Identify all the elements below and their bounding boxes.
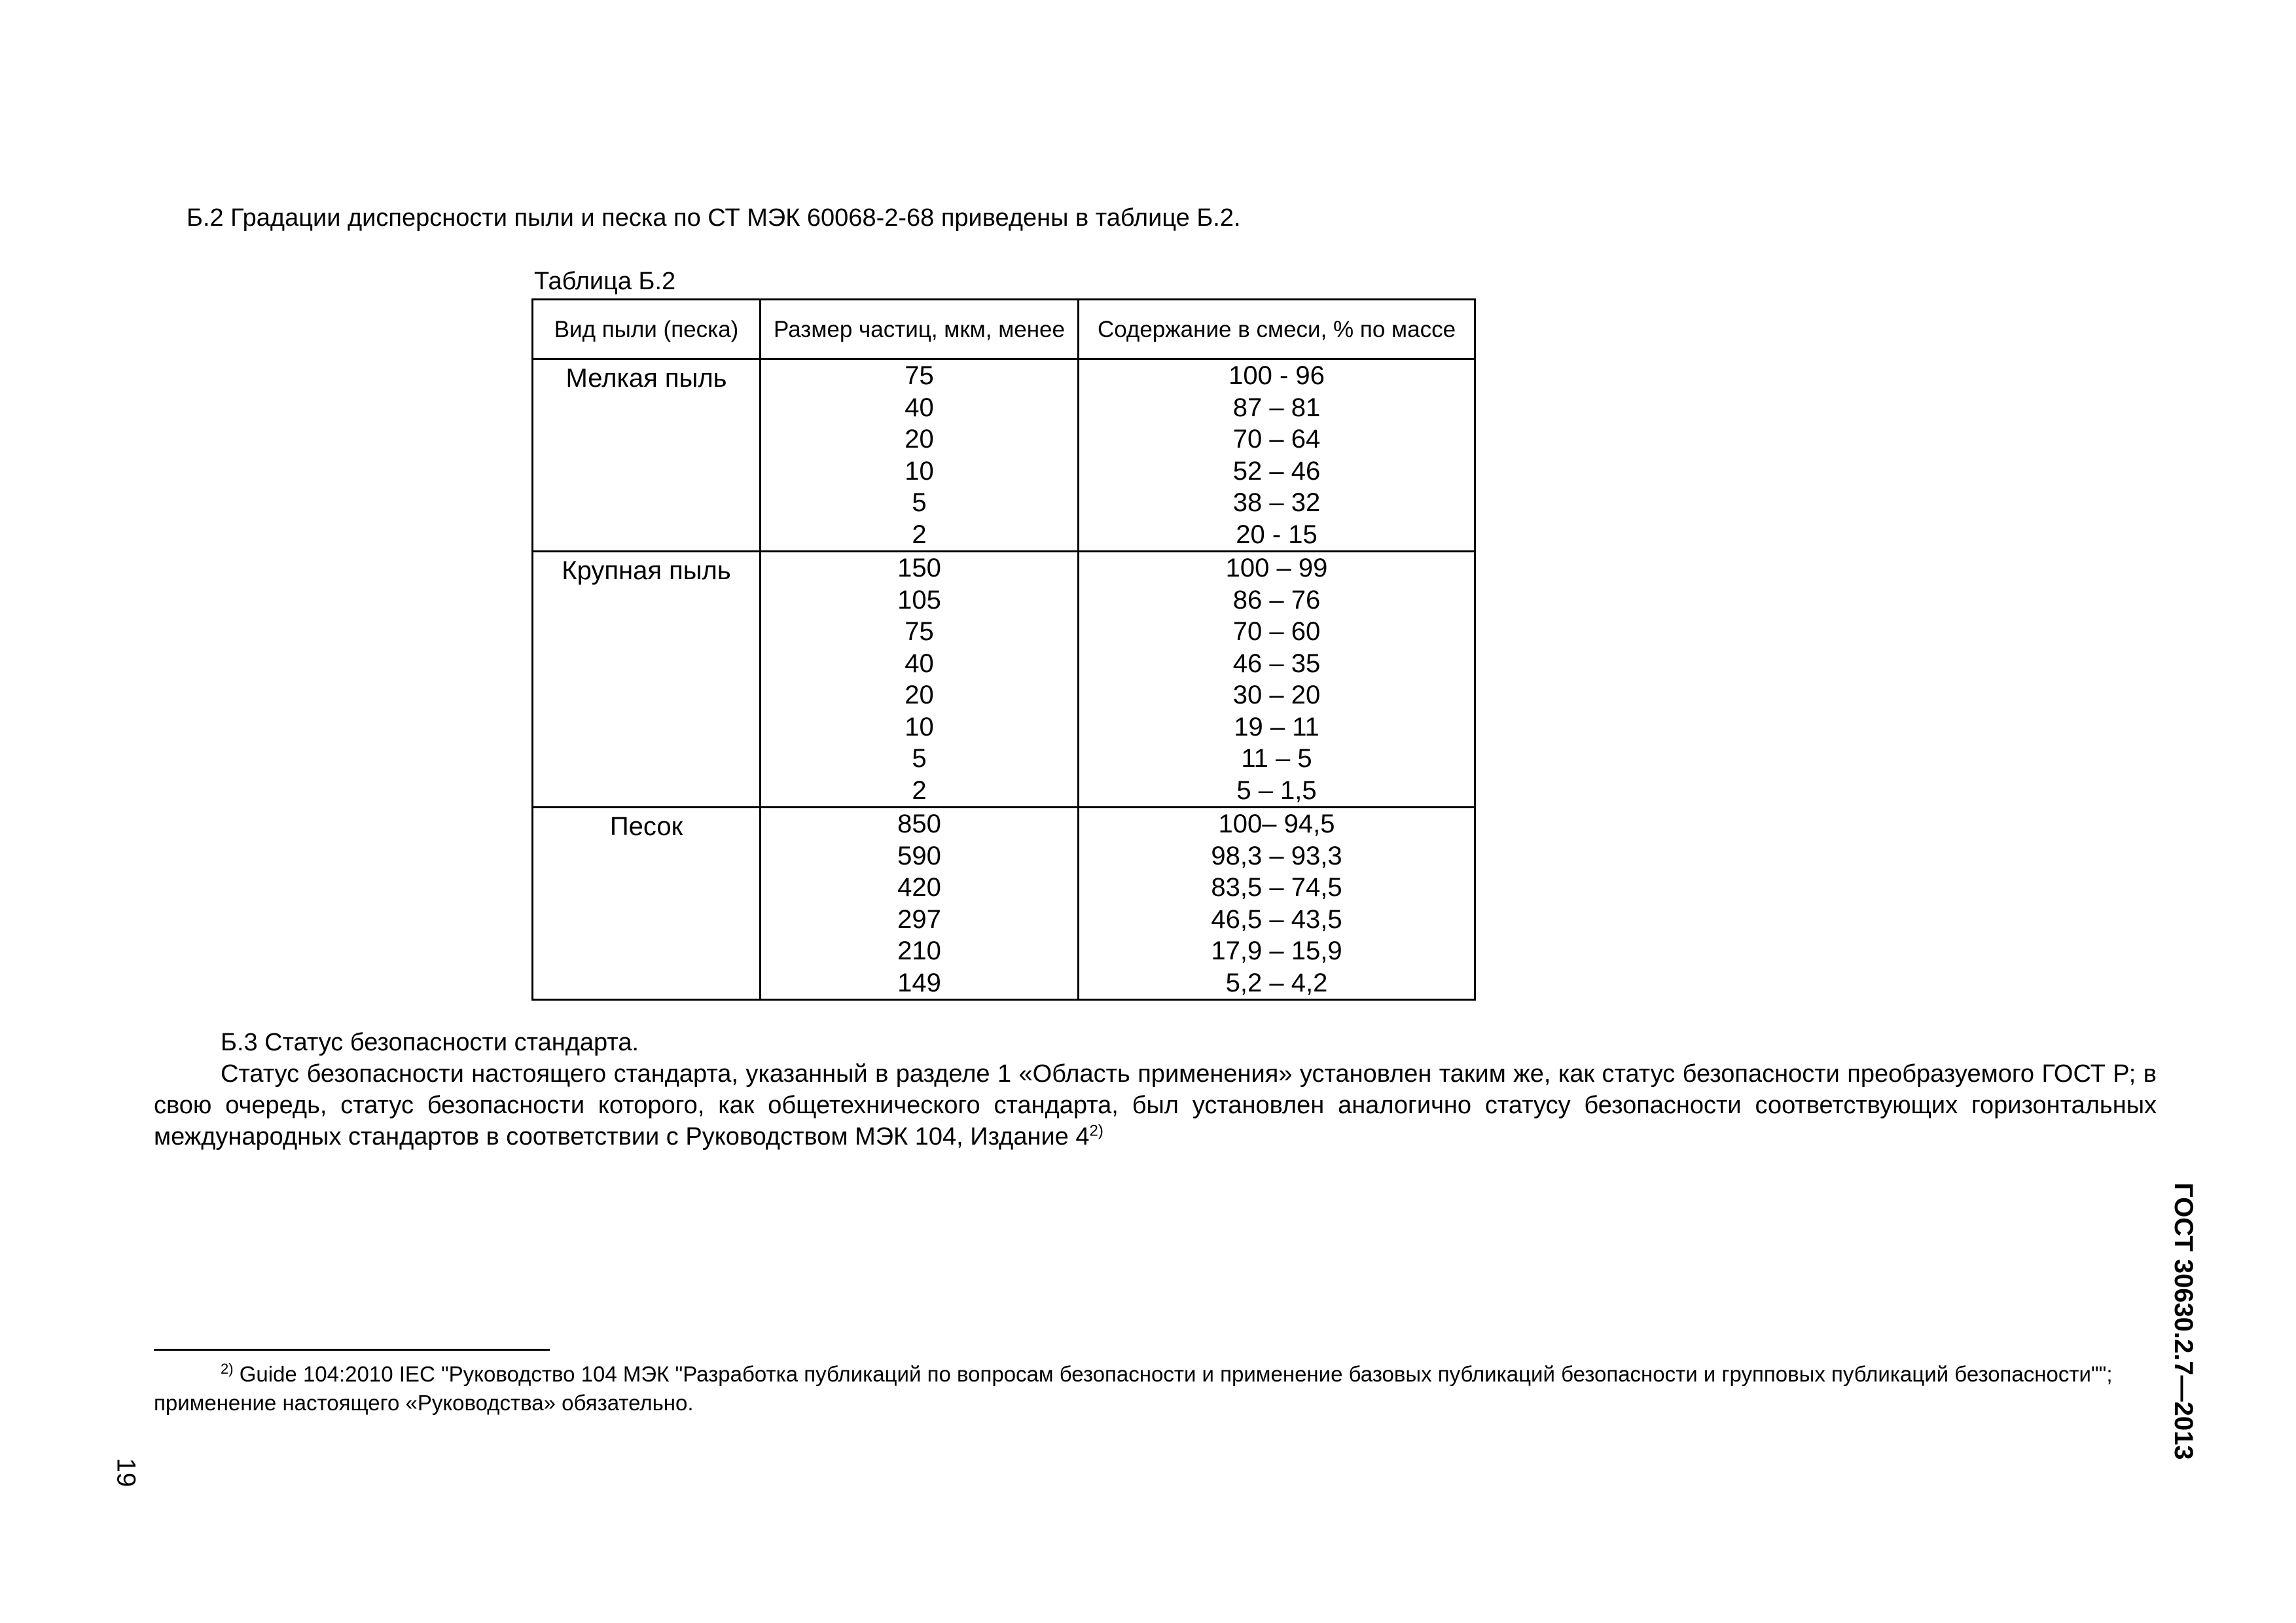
content-value: 20 - 15 xyxy=(1236,520,1318,549)
content-value: 38 – 32 xyxy=(1232,488,1321,517)
size-value: 2 xyxy=(912,776,927,805)
size-value: 5 xyxy=(912,488,927,517)
table-row xyxy=(533,359,1475,552)
size-value: 297 xyxy=(897,904,941,934)
footnote-marker: 2) xyxy=(221,1361,234,1377)
footnote xyxy=(154,1360,2117,1418)
table-header-row xyxy=(533,300,1475,359)
standard-designation: ГОСТ 30630.2.7—2013 xyxy=(2169,1183,2198,1460)
table-caption: Таблица Б.2 xyxy=(534,268,676,295)
content-value: 46 – 35 xyxy=(1232,649,1321,678)
size-value: 850 xyxy=(897,810,941,838)
size-value: 210 xyxy=(897,936,941,965)
size-value: 590 xyxy=(897,841,941,870)
section-b3-paragraph xyxy=(154,1058,2157,1152)
content-value: 11 – 5 xyxy=(1241,744,1312,773)
table-row xyxy=(533,808,1475,1000)
content-value: 86 – 76 xyxy=(1232,585,1321,615)
size-cell xyxy=(761,552,1079,808)
size-value: 105 xyxy=(897,585,941,615)
content-value: 5 – 1,5 xyxy=(1236,776,1317,805)
dust-kind-cell: Песок xyxy=(533,808,761,1000)
size-value: 150 xyxy=(897,554,941,582)
content-cell xyxy=(1079,808,1475,1000)
section-b2-text: Б.2 Градации дисперсности пыли и песка по СТ МЭК 60068-2-68 приведены в таблице Б.2. xyxy=(187,204,1241,232)
dust-kind-cell: Мелкая пыль xyxy=(533,359,761,552)
size-value: 20 xyxy=(905,681,934,709)
content-value: 100 – 99 xyxy=(1225,554,1328,582)
content-value: 83,5 – 74,5 xyxy=(1211,873,1342,902)
size-value: 149 xyxy=(897,968,941,997)
page-number: 19 xyxy=(111,1457,141,1488)
footnote-text: Guide 104:2010 IEC "Руководство 104 МЭК "Разработка публикаций по вопросам безопасности и применение базовых публикаций безопасности и групповых публикаций безопасности""; применение настоящего «Руководства» обязательно. xyxy=(154,1362,2113,1415)
content-cell xyxy=(1079,359,1475,552)
content-value: 98,3 – 93,3 xyxy=(1211,841,1342,870)
size-cell xyxy=(761,808,1079,1000)
footnote-reference[interactable]: 2) xyxy=(1089,1122,1103,1140)
content-cell xyxy=(1079,552,1475,808)
content-value: 46,5 – 43,5 xyxy=(1211,904,1342,934)
size-value: 40 xyxy=(905,649,934,678)
content-value: 5,2 – 4,2 xyxy=(1225,968,1328,997)
header-dust-kind: Вид пыли (песка) xyxy=(533,300,761,359)
footnote-divider xyxy=(154,1349,550,1351)
size-value: 10 xyxy=(905,712,934,741)
size-value: 420 xyxy=(897,873,941,902)
size-value: 20 xyxy=(905,425,934,454)
size-value: 10 xyxy=(905,456,934,486)
size-value: 75 xyxy=(905,361,934,390)
size-value: 5 xyxy=(912,744,927,773)
size-value: 75 xyxy=(905,617,934,646)
content-value: 30 – 20 xyxy=(1232,681,1321,709)
size-value: 2 xyxy=(912,520,927,549)
section-b3-heading: Б.3 Статус безопасности стандарта. xyxy=(221,1029,639,1056)
content-value: 70 – 60 xyxy=(1232,617,1321,646)
content-value: 19 – 11 xyxy=(1234,712,1319,741)
header-particle-size: Размер частиц, мкм, менее xyxy=(761,300,1079,359)
section-b3-text: Статус безопасности настоящего стандарта, указанный в разделе 1 «Область применения» установлен таким же, как статус безопасности преобразуемого ГОСТ Р; в свою очередь, статус безопасности которого, как общетехнического стандарта, был установлен аналогично статусу безопасности соответствующих горизонтальных международных стандартов в соответствии с Руководством МЭК 104, Издание 4 xyxy=(154,1060,2157,1150)
header-mixture-content: Содержание в смеси, % по массе xyxy=(1079,300,1475,359)
content-value: 52 – 46 xyxy=(1232,456,1321,486)
size-value: 40 xyxy=(905,393,934,422)
content-value: 100 - 96 xyxy=(1229,361,1325,390)
size-cell xyxy=(761,359,1079,552)
content-value: 70 – 64 xyxy=(1232,425,1321,454)
content-value: 100– 94,5 xyxy=(1218,810,1335,838)
dust-gradation-table xyxy=(531,298,1476,1001)
content-value: 17,9 – 15,9 xyxy=(1211,936,1342,965)
content-value: 87 – 81 xyxy=(1232,393,1321,422)
dust-kind-cell: Крупная пыль xyxy=(533,552,761,808)
table-row xyxy=(533,552,1475,808)
